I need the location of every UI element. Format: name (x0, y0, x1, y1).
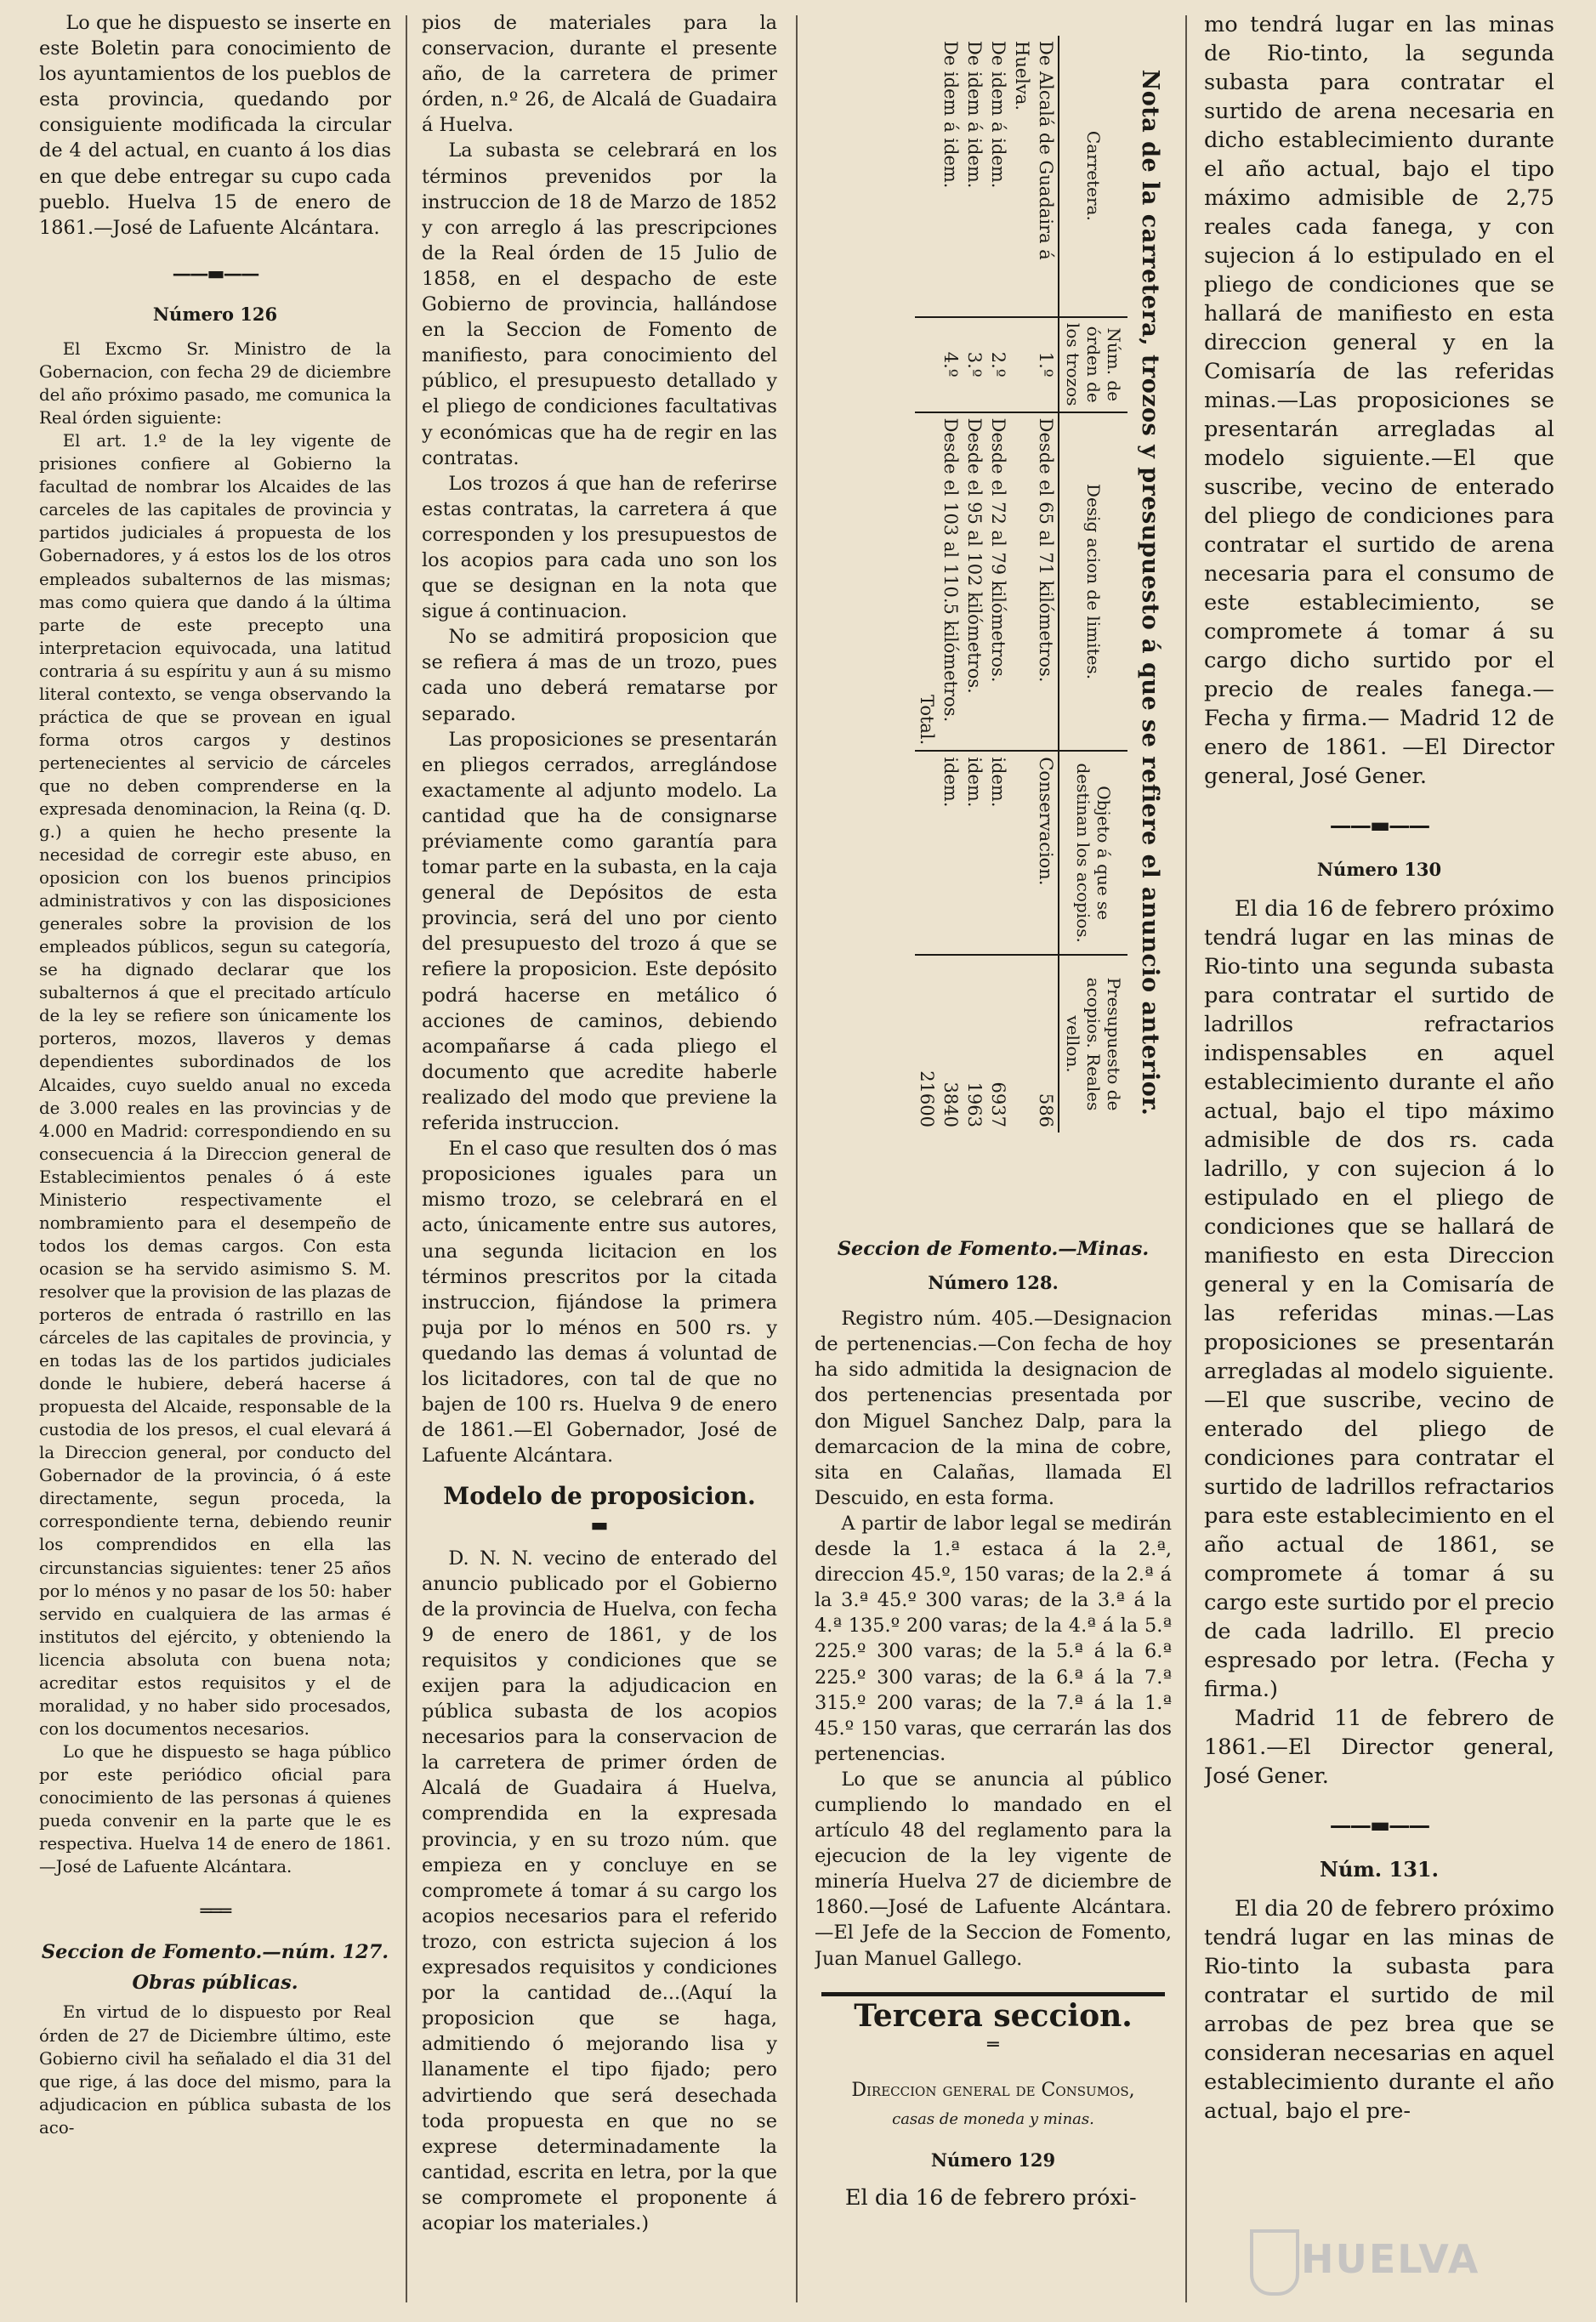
carretera-table-region (815, 10, 1172, 1184)
cell-num: 4.º (939, 317, 963, 412)
table-row (939, 36, 963, 1133)
cell-presupuesto: 3840 (939, 955, 963, 1133)
obras-paragraph: En virtud de lo dispuesto por Real órden de 27 de Diciembre último, este Gobierno civil ha señalado el dia 31 del que rige, á las doce del mismo, para la adjudicacion en pública subasta de los aco- (39, 2002, 391, 2137)
cell-objeto: idem. (963, 751, 986, 955)
separator: ═══ (200, 1900, 230, 1923)
direccion-general-heading: Direccion general de Consumos, (851, 2079, 1135, 2101)
number-129-paragraph: El dia 16 de febrero próxi- (844, 2185, 1137, 2211)
anuncio-paragraph: Lo que se anuncia al público cumpliendo lo mandado en el artículo 48 del reglamento para la ejecucion de la ley vigente de minería Huelva 27 de diciembre de 1860.—José de Lafuente Alcántara.—El Jefe de la Seccion de Fomento, Juan Manuel Gallego. (815, 1768, 1172, 1970)
column-rule-3 (1185, 15, 1187, 2302)
number-130-paragraph: El dia 16 de febrero próximo tendrá lugar en las minas de Rio-tinto una segunda subasta para contratar el surtido de ladrillos refractarios indispensables en aquel establecimiento durante el año actual, bajo el tipo máximo admisible de dos rs. cada ladrillo, y con sujecion á lo estipulado en el pliego de condiciones que se hallará de manifiesto en esta Direccion general y en la Comisaría de las referidas minas.—Las proposiciones se presentarán arregladas al modelo siguiente.—El que suscribe, vecino de enterado del pliego de condiciones para contratar el surtido de ladrillos refractarios para este establecimiento en el año actual de 1861, se compromete á tomar á su cargo este surtido por el precio de cada ladrillo. El precio espresado por letra. (Fecha y firma.) (1204, 896, 1554, 1702)
table-header-row (1059, 36, 1127, 1133)
table-row (963, 36, 986, 1133)
cell-carretera: De idem á idem. (988, 41, 1008, 189)
header-carretera: Carretera. (1059, 36, 1127, 317)
total-label: Total. (915, 412, 939, 752)
direccion-general-subheading: casas de moneda y minas. (892, 2109, 1094, 2128)
cell-num: 1.º (1010, 317, 1059, 412)
medicion-paragraph: A partir de labor legal se medirán desde la 1.ª estaca á la 2.ª, direccion 45.º, 150 varas; de la 2.ª á la 3.ª 45.º 300 varas; de la 3.ª á la 4.ª 135.º 200 varas; de la 4.ª á la 5.ª 225.º 300 varas; de la 5.ª á la 6.ª 225.º 300 varas; de la 6.ª á la 7.ª 315.º 200 varas; de la 7.ª á la 1.ª 45.º 150 varas, que cerrarán las dos pertenencias. (815, 1512, 1172, 1765)
table-title: Nota de la carretera, trozos y presupuesto á que se refiere el anuncio anterior. (1137, 69, 1163, 1116)
header-num: Núm. de órden de los trozos (1059, 317, 1127, 412)
watermark-text: HUELVA (1301, 2236, 1480, 2282)
table-row (1010, 36, 1059, 1133)
number-130-signature: Madrid 11 de febrero de 1861.—El Director general, José Gener. (1204, 1706, 1554, 1789)
table-total-row (915, 36, 939, 1133)
pliegos-paragraph: Las proposiciones se presentarán en pliegos cerrados, arreglándose exactamente al adjunto modelo. La cantidad que ha de consignarse préviamente como garantía para tomar parte en la subasta, en la caja general de Depósitos de esta provincia, será del uno por ciento del presupuesto del trozo á que se refiere la proposicion. Este depósito podrá hacerse en metálico ó acciones de caminos, debiendo acompañarse á cada pliego el documento que acredite haberle realizado del modo que previene la referida instruccion. (422, 728, 777, 1135)
thick-rule (821, 1992, 1165, 1996)
separator: ——▬—— (1329, 1813, 1429, 1838)
cell-carretera: De idem á idem. (940, 41, 961, 189)
modelo-heading: Modelo de proposicion. (443, 1482, 756, 1511)
section-minas-heading: Seccion de Fomento.—Minas. (837, 1238, 1150, 1260)
article-paragraph: El art. 1.º de la ley vigente de prisiones confiere al Gobierno la facultad de nombrar los Alcaides de las carceles de las capitales de provincia y partidos judiciales á propuesta de los Gobernadores, y á estos los de los otros empleados subalternos de las mismas; mas como quiera que dando á la última parte de este precepto una interpretacion equivocada, una latitud contraria á su espíritu y aun á su mismo literal contexto, se venga observando la práctica de que se provean en igual forma otros cargos y destinos pertenecientes al servicio de cárceles que no deben comprenderse en la expresada denominacion, la Reina (q. D. g.) a quien he hecho presente la necesidad de corregir este abuso, en oposicion con los buenos principios administrativos y con las disposiciones generales sobre la provision de los empleados públicos, segun su categoría, se ha dignado declarar que los subalternos á que el precitado artículo de la ley se refiere son únicamente los porteros, mozos, llaveros y demas dependientes subordinados de los Alcaides, cuyo sueldo anual no exceda de 3.000 reales en las provincias y de 4.000 en Madrid: correspondiendo en su consecuencia á la Direccion general de Establecimientos penales ó á este Ministerio respectivamente el nombramiento para el desempeño de todos los demas cargos. Con esta ocasion se ha servido asimismo S. M. resolver que la provision de las plazas de porteros de entrada ó rastrillo en las cárceles de las capitales de provincia, y en todas las de los partidos judiciales donde le hubiere, deberá hacerse á propuesta del Alcaide, responsable de la custodia de los presos, el cual elevará á la Direccion general, por conducto del Gobernador de la provincia, ó á este directamente, segun proceda, la correspondiente terna, debiendo reunir los comprendidos en ella las circunstancias siguientes: tener 25 años por lo ménos y no pasar de los 50: haber servido en cualquiera de las armas é institutos del ejército, y obteniendo la licencia absoluta con buena nota; acreditar estos requisitos y el de moralidad, y no haber sido procesados, con los documentos necesarios. (39, 431, 391, 1739)
cell-limites: Desde el 65 al 71 kilómetros. (1010, 412, 1059, 752)
header-objeto: Objeto á que se destinan los acopios. (1059, 751, 1127, 955)
huelva-watermark (1250, 2229, 1531, 2297)
subasta-paragraph: La subasta se celebrará en los términos prevenidos por la instruccion de 18 de Marzo de 1852 y con arreglo á las prescripciones de la Real órden de 15 Julio de 1858, en el despacho de este Gobierno de provincia, hallándose en la Seccion de Fomento de manifiesto, para conocimiento del público, el presupuesto detallado y el pliego de condiciones facultativas y económicas que ha de regir en las contratas. (422, 139, 777, 469)
double-rule: ═ (987, 2033, 999, 2056)
separator: ——▬—— (172, 262, 258, 285)
cell-objeto: Conservacion. (1010, 751, 1059, 955)
carretera-table (915, 36, 1127, 1133)
cell-carretera: De idem á idem. (964, 41, 985, 189)
header-presupuesto: Presupuesto de acopios. Reales vellon. (1059, 955, 1127, 1133)
intro-paragraph: Lo que he dispuesto se inserte en este Boletin para conocimiento de los ayuntamientos de los pueblos de esta provincia, quedando por consiguiente modificada la circular de 4 del actual, en cuanto á los dias en que debe entregar su cupo cada pueblo. Huelva 15 de enero de 1861.—José de Lafuente Alcántara. (39, 12, 391, 239)
admision-paragraph: No se admitirá proposicion que se refiera á mas de un trozo, pues cada uno deberá rematarse por separado. (422, 626, 777, 725)
section-heading: Seccion de Fomento.—núm. 127. (41, 1941, 389, 1964)
cell-presupuesto: 586 (1010, 955, 1059, 1133)
tercera-seccion-heading: Tercera seccion. (854, 1997, 1133, 2034)
cell-limites: Desde el 95 al 102 kilómetros. (963, 412, 986, 752)
cell-objeto: idem. (986, 751, 1010, 955)
cell-limites: Desde el 103 al 110.5 kilómetros. (939, 412, 963, 752)
separator: ——▬—— (1329, 813, 1429, 838)
separator: ▬ (590, 1514, 609, 1537)
cell-num: 2.º (986, 317, 1010, 412)
closing-paragraph: Lo que he dispuesto se haga público por este periódico oficial para conocimiento de las personas á quienes pueda convenir en la parte que le es respectiva. Huelva 14 de enero de 1861.—José de Lafuente Alcántara. (39, 1741, 391, 1877)
cell-limites: Desde el 72 al 79 kilómetros. (986, 412, 1010, 752)
column-rule-1 (406, 15, 407, 2302)
column-3 (815, 1231, 1172, 2310)
column-rule-2 (796, 15, 798, 2302)
trozos-paragraph: Los trozos á que han de referirse estas contratas, la carretera á que corresponden y los presupuestos de los acopios para cada uno son los que se designan en la nota que sigue á continuacion. (422, 472, 777, 623)
number-131-paragraph: El dia 20 de febrero próximo tendrá lugar en las minas de Rio-tinto la subasta para contratar el surtido de mil arrobas de pez brea que se consideran necesarias en aquel establecimiento durante el año actual, bajo el pre- (1204, 1896, 1554, 2124)
ministro-paragraph: El Excmo Sr. Ministro de la Gobernacion, con fecha 29 de diciembre del año próximo pasado, me comunica la Real órden siguiente: (39, 339, 391, 429)
number-129-heading: Número 129 (930, 2149, 1056, 2171)
number-126-heading: Número 126 (152, 303, 278, 325)
number-130-heading: Número 130 (1316, 859, 1442, 880)
column-1 (39, 10, 391, 2310)
table-row (986, 36, 1010, 1133)
number-131-heading: Núm. 131. (1320, 1857, 1439, 1882)
cell-presupuesto: 6937 (986, 955, 1010, 1133)
continuation-paragraph: mo tendrá lugar en las minas de Rio-tinto, la segunda subasta para contratar el surtido de arena necesaria en dicho establecimiento durante el año actual, bajo el tipo máximo admisible de 2,75 reales cada fanega, y con sujecion á lo estipulado en el pliego de condiciones que se hallará de manifiesto en esta direccion general y en la Comisaría de las referidas minas.—Las proposiciones se presentarán arregladas al modelo siguiente.—El que suscribe, vecino de enterado del pliego de condiciones para contratar el surtido de arena necesaria para el consumo de este establecimiento, se compromete á tomar á su cargo dicho surtido por el precio de reales fanega.—Fecha y firma.— Madrid 12 de enero de 1861. —El Director general, José Gener. (1204, 12, 1554, 789)
registro-paragraph: Registro núm. 405.—Designacion de pertenencias.—Con fecha de hoy ha sido admitida la designacion de dos pertenencias presentada por don Miguel Sanchez Dalp, para la demarcacion de la mina de cobre, sita en Calañas, llamada El Descuido, en esta forma. (815, 1308, 1172, 1509)
cell-num: 3.º (963, 317, 986, 412)
cell-objeto: idem. (939, 751, 963, 955)
total-value: 21600 (915, 955, 939, 1133)
column-2 (422, 10, 777, 2310)
continuation-paragraph: pios de materiales para la conservacion, durante el presente año, de la carretera de primer órden, n.º 26, de Alcalá de Guadaira á Huelva. (422, 12, 777, 137)
obras-heading: Obras públicas. (132, 1972, 298, 1995)
shield-icon (1250, 2229, 1299, 2296)
licitacion-paragraph: En el caso que resulten dos ó mas proposiciones iguales para un mismo trozo, se celebrará en el acto, únicamente entre sus autores, una segunda licitacion en los términos prescritos por la citada instruccion, fijándose la primera puja por lo ménos en 500 rs. y quedando las demas á voluntad de los licitadores, con tal de que no bajen de 100 rs. Huelva 9 de enero de 1861.—El Gobernador, José de Lafuente Alcántara. (422, 1138, 777, 1468)
modelo-paragraph: D. N. N. vecino de enterado del anuncio publicado por el Gobierno de la provincia de Huelva, con fecha 9 de enero de 1861, y de los requisitos y condiciones que se exijen para la adjudicacion en pública subasta de los acopios necesarios para la conservacion de la carretera de primer órden de Alcalá de Guadaira á Huelva, comprendida en la expresada provincia, y en su trozo núm. que empieza en y concluye en se compromete á tomar á su cargo los acopios necesarios para el referido trozo, con estricta sujecion á los expresados requisitos y condiciones por la cantidad de...(Aquí la proposicion que se haga, admitiendo ó mejorando lisa y llanamente el tipo fijado; pero advirtiendo que será desechada toda propuesta en que no se exprese determinadamente la cantidad, escrita en letra, por la que se compromete el proponente á acopiar los materiales.) (422, 1547, 777, 2234)
number-128-heading: Número 128. (928, 1272, 1059, 1294)
carretera-table-rotated (815, 10, 1172, 1175)
column-4 (1204, 10, 1554, 2310)
cell-carretera: De Alcalá de Guadaira á Huelva. (1012, 41, 1056, 260)
cell-presupuesto: 1963 (963, 955, 986, 1133)
header-limites: Desig acion de limites. (1059, 412, 1127, 752)
